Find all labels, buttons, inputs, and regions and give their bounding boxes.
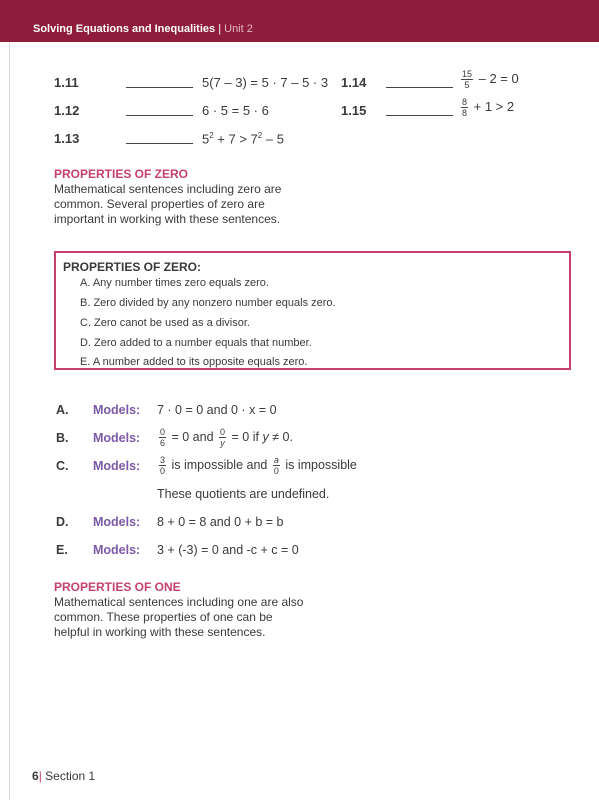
model-label: Models: [93, 515, 141, 529]
exercise-number: 1.13 [54, 131, 80, 146]
property-item: E. A number added to its opposite equals zero. [80, 356, 308, 368]
property-item: A. Any number times zero equals zero. [80, 277, 269, 289]
footer-section: Section 1 [41, 769, 96, 783]
answer-blank[interactable] [386, 87, 453, 88]
header-separator: | [218, 23, 222, 35]
section-heading-zero: PROPERTIES OF ZERO [54, 167, 189, 181]
property-item: D. Zero added to a number equals that number. [80, 337, 312, 349]
model-expression: $\frac{0}{6}$ = 0 and $\frac{0}{y}$ = 0 if y ≠ 0. [160, 427, 293, 448]
fraction: $\frac{8}{8}$ [462, 97, 468, 118]
model-label: Models: [93, 543, 141, 557]
fraction: $\frac{a}{0}$ [273, 455, 279, 476]
model-label: Models: [93, 403, 141, 417]
model-letter: A. [56, 403, 69, 417]
exercise-number: 1.15 [341, 103, 367, 118]
page-margin-rule [9, 42, 10, 800]
header-unit: Unit 2 [224, 23, 253, 35]
model-letter: E. [56, 543, 68, 557]
answer-blank[interactable] [126, 115, 193, 116]
exercise-expression: $\frac{8}{8}$ + 1 > 2 [462, 97, 515, 118]
header-title [33, 23, 253, 35]
answer-blank[interactable] [386, 115, 453, 116]
exercise-expression: $5^2 + 7 > 7^2 - 5$ [202, 131, 284, 147]
section-heading-one: PROPERTIES OF ONE [54, 580, 181, 594]
property-item: B. Zero divided by any nonzero number equals zero. [80, 297, 336, 309]
answer-blank[interactable] [126, 143, 193, 144]
section-intro-one: Mathematical sentences including one are also common. These properties of one can be helpful in working with these sentences. [54, 595, 304, 639]
fraction: $\frac{3}{0}$ [160, 455, 166, 476]
exercise-expression: $\frac{15}{5}$ – 2 = 0 [462, 69, 519, 90]
fraction: $\frac{0}{y}$ [220, 427, 226, 448]
model-c-note: These quotients are undefined. [157, 487, 330, 501]
model-label: Models: [93, 459, 141, 473]
page-number: 6 [32, 769, 39, 783]
box-title: PROPERTIES OF ZERO: [63, 260, 202, 274]
model-letter: D. [56, 515, 69, 529]
exercise-number: 1.12 [54, 103, 80, 118]
page-footer [32, 769, 95, 783]
exercise-number: 1.11 [54, 75, 79, 90]
model-expression: $\frac{3}{0}$ is impossible and $\frac{a}{0}$ is impossible [160, 455, 357, 476]
model-letter: C. [56, 459, 69, 473]
page-header [0, 0, 599, 42]
properties-of-zero-box [54, 251, 571, 370]
model-expression: 3 + (-3) = 0 and -c + c = 0 [157, 543, 299, 557]
property-item: C. Zero canot be used as a divisor. [80, 317, 250, 329]
footer-separator: | [38, 769, 42, 783]
exercise-number: 1.14 [341, 75, 367, 90]
model-label: Models: [93, 431, 141, 445]
header-book-title: Solving Equations and Inequalities [33, 23, 216, 35]
model-letter: B. [56, 431, 69, 445]
model-expression: 8 + 0 = 8 and 0 + b = b [157, 515, 284, 529]
fraction: $\frac{15}{5}$ [462, 69, 473, 90]
section-intro-zero: Mathematical sentences including zero are common. Several properties of zero are important in working with these sentences. [54, 182, 282, 226]
model-expression: 7 · 0 = 0 and 0 · x = 0 [157, 403, 277, 417]
fraction: $\frac{0}{6}$ [160, 427, 166, 448]
answer-blank[interactable] [126, 87, 193, 88]
exercise-expression: 5(7 – 3) = 5 · 7 – 5 · 3 [202, 75, 329, 90]
exercise-expression: 6 · 5 = 5 · 6 [202, 103, 269, 118]
